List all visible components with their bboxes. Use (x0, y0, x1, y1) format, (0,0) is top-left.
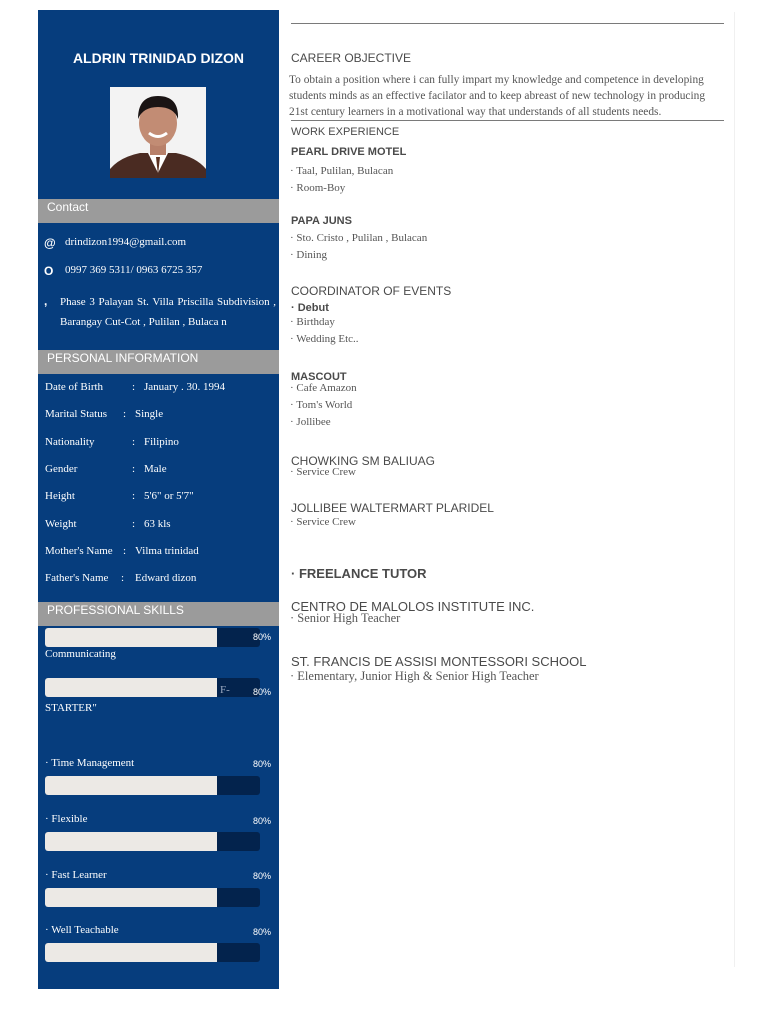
job-detail: · Tom's World (290, 399, 353, 411)
skill-bar-fast-learner (45, 888, 260, 907)
skill-bar-fill (45, 628, 217, 647)
at-icon: @ (44, 236, 56, 250)
job-detail: · Wedding Etc.. (290, 333, 359, 345)
job-detail: · Service Crew (290, 516, 356, 528)
info-colon: : (132, 463, 136, 475)
info-colon: : (132, 381, 136, 393)
job-detail-bold: · Debut (291, 302, 329, 314)
job-detail: · Birthday (290, 316, 335, 328)
info-label: Mother's Name (45, 545, 113, 557)
skill-percent: 80% (253, 687, 272, 697)
job-title-papa-juns: PAPA JUNS (291, 215, 352, 227)
skill-bar-fill (45, 888, 217, 907)
info-colon: : (132, 436, 136, 448)
skill-bar-well-teachable (45, 943, 260, 962)
info-label: Nationality (45, 436, 95, 448)
info-colon: : (123, 545, 127, 557)
job-detail: · Taal, Pulilan, Bulacan (290, 165, 394, 177)
school-detail: · Elementary, Junior High & Senior High Teacher (290, 669, 539, 683)
skill-percent: 80% (253, 816, 272, 826)
info-value: 5'6" or 5'7" (144, 490, 194, 502)
job-detail: · Jollibee (290, 416, 331, 428)
skill-overlay-text: F- (220, 684, 230, 696)
job-detail: · Cafe Amazon (290, 382, 357, 394)
skill-bar-fill (45, 832, 217, 851)
sidebar (38, 10, 279, 989)
info-label: Height (45, 490, 75, 502)
phone-text: 0997 369 5311/ 0963 6725 357 (65, 264, 203, 276)
info-value: Vilma trinidad (135, 545, 199, 557)
info-value: Edward dizon (135, 572, 197, 584)
personal-info-header: PERSONAL INFORMATION (38, 350, 279, 374)
skill-label: · Fast Learner (45, 869, 107, 881)
skill-label: · Flexible (45, 813, 88, 825)
info-label: Weight (45, 518, 77, 530)
location-icon: , (44, 294, 48, 308)
job-detail: · Sto. Cristo , Pulilan , Bulacan (290, 232, 428, 244)
skill-percent: 80% (253, 927, 272, 937)
skill-percent: 80% (253, 871, 272, 881)
contact-section-header: Contact (38, 199, 279, 223)
job-title-mascout: MASCOUT (291, 371, 347, 383)
info-colon: : (132, 490, 136, 502)
info-value: 63 kls (144, 518, 171, 530)
profile-photo (110, 87, 206, 178)
info-colon: : (121, 572, 125, 584)
skill-percent: 80% (253, 632, 272, 642)
info-value: January . 30. 1994 (144, 381, 225, 393)
job-title-chowking: CHOWKING SM BALIUAG (291, 454, 436, 468)
skill-label: Communicating (45, 648, 116, 660)
job-detail: · Room-Boy (290, 182, 346, 194)
job-title-pearl: PEARL DRIVE MOTEL (291, 146, 407, 158)
job-title-jollibee: JOLLIBEE WALTERMART PLARIDEL (291, 501, 494, 515)
job-title-coordinator: COORDINATOR OF EVENTS (291, 284, 452, 298)
job-detail: · Service Crew (290, 466, 356, 478)
school-title-st-francis: ST. FRANCIS DE ASSISI MONTESSORI SCHOOL (291, 654, 587, 669)
skill-bar-flexible (45, 832, 260, 851)
info-value: Male (144, 463, 167, 475)
info-label: Date of Birth (45, 381, 104, 393)
school-title-centro: CENTRO DE MALOLOS INSTITUTE INC. (291, 599, 535, 614)
skill-bar-fill (45, 776, 217, 795)
objective-divider (291, 120, 724, 121)
candidate-name: ALDRIN TRINIDAD DIZON (72, 50, 245, 66)
job-detail: · Dining (290, 249, 327, 261)
skill-label: STARTER" (45, 702, 97, 714)
skill-label: · Well Teachable (45, 924, 119, 936)
info-value: Single (135, 408, 164, 420)
skill-bar-communicating (45, 628, 260, 647)
school-detail: · Senior High Teacher (290, 611, 401, 625)
skill-bar-fill (45, 943, 217, 962)
work-experience-title: WORK EXPERIENCE (291, 126, 400, 138)
page-edge (734, 12, 735, 967)
career-objective-title: CAREER OBJECTIVE (291, 51, 412, 65)
skill-label: · Time Management (45, 757, 135, 769)
info-colon: : (132, 518, 136, 530)
career-objective-text: To obtain a position where i can fully impart my knowledge and competence in developing students minds as an effective facilator and to keep abreast of new technology in producing 21st century learners in a motivational way that understands of all students needs. (289, 74, 706, 118)
skill-bar-fill (45, 678, 217, 697)
info-label: Marital Status (45, 408, 108, 420)
skill-percent: 80% (253, 759, 272, 769)
address-text: Phase 3 Palayan St. Villa Priscilla Subdivision , Barangay Cut-Cot , Pulilan , Bulaca n (60, 296, 276, 328)
skill-bar-time-management (45, 776, 260, 795)
person-photo-icon (110, 87, 206, 178)
info-label: Father's Name (45, 572, 109, 584)
info-value: Filipino (144, 436, 179, 448)
top-divider (291, 23, 724, 24)
info-label: Gender (45, 463, 78, 475)
email-text: drindizon1994@gmail.com (65, 236, 187, 248)
freelance-tutor-title: · FREELANCE TUTOR (291, 566, 427, 581)
skills-section-header: PROFESSIONAL SKILLS (38, 602, 279, 626)
phone-icon: O (44, 264, 54, 278)
info-colon: : (123, 408, 127, 420)
